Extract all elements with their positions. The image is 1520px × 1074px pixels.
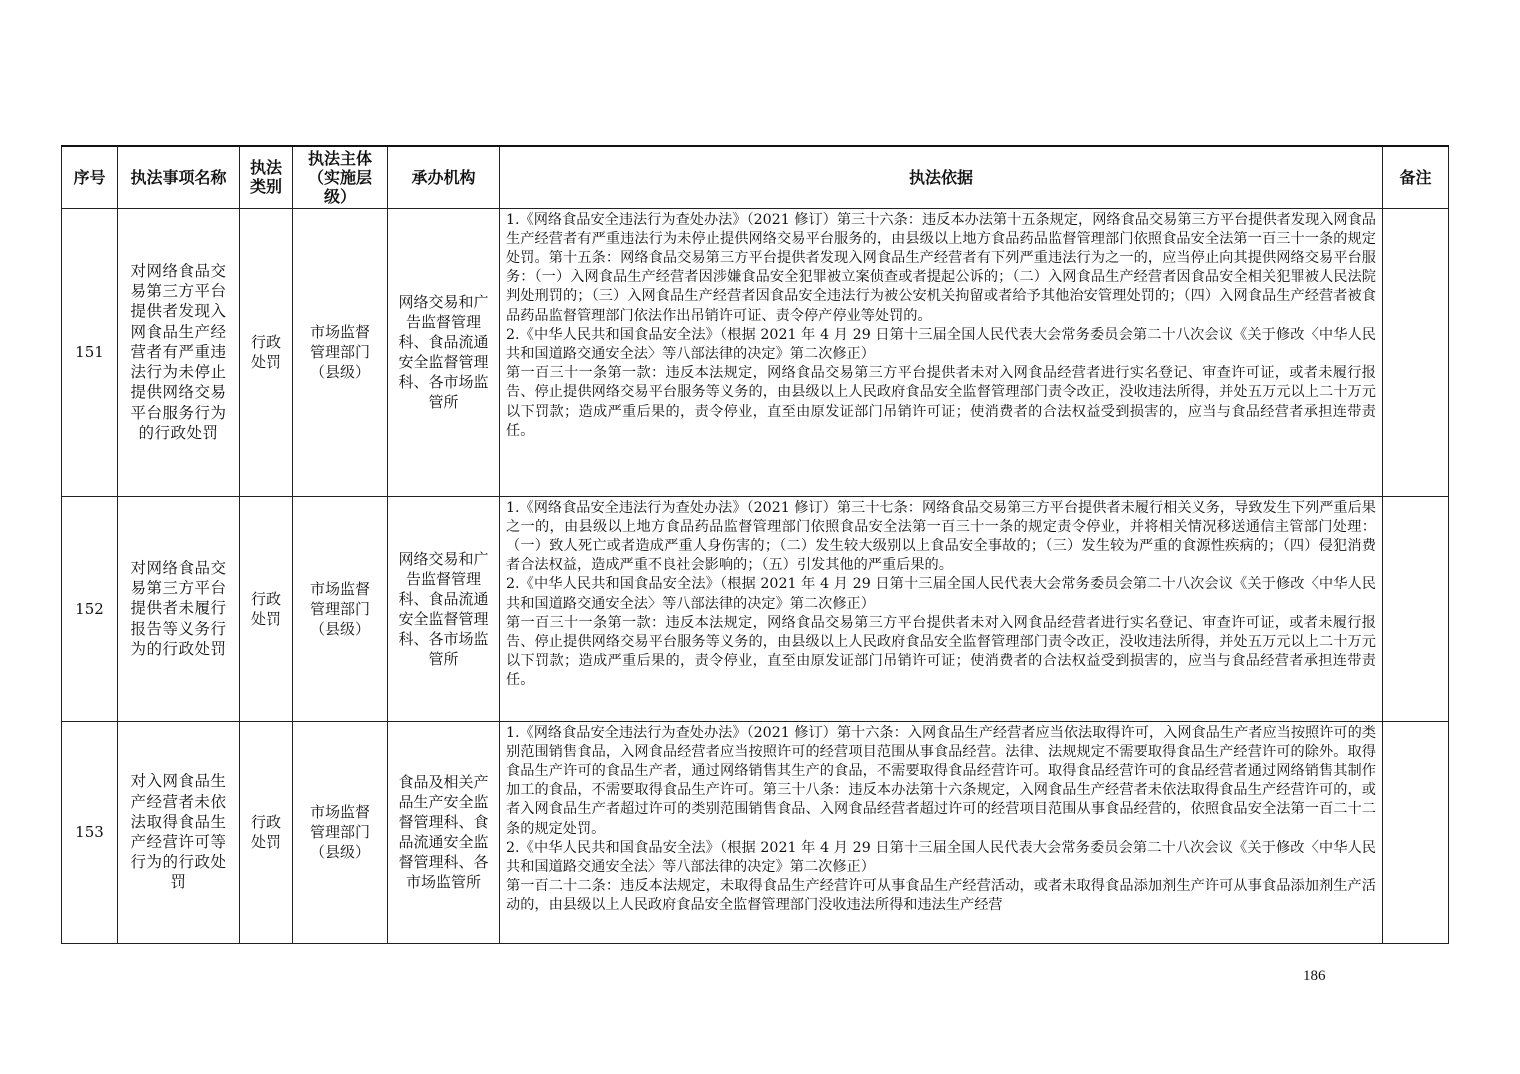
row-basis bbox=[500, 496, 1383, 721]
row-organization: 网络交易和广告监督管理科、食品流通安全监督管理科、各市场监管所 bbox=[388, 496, 500, 721]
row-organization: 网络交易和广告监督管理科、食品流通安全监督管理科、各市场监管所 bbox=[388, 208, 500, 496]
row-category: 行政 处罚 bbox=[240, 721, 293, 943]
row-seq: 152 bbox=[62, 496, 118, 721]
header-organization: 承办机构 bbox=[388, 146, 500, 208]
basis-paragraph: 第一百三十一条第一款：违反本法规定，网络食品交易第三方平台提供者未对入网食品经营者进行实名登记、审查许可证，或者未履行报告、停止提供网络交易平台服务等义务的，由县级以上人民政府食品安全监督管理部门责令改正，没收违法所得，并处五万元以上二十万元以下罚款；造成严重后果的，责令停业，直至由原发证部门吊销许可证；使消费者的合法权益受到损害的，应当与食品经营者承担连带责任。 bbox=[506, 365, 1376, 439]
header-seq: 序号 bbox=[62, 146, 118, 208]
row-item-name: 对网络食品交易第三方平台提供者未履行报告等义务行为的行政处罚 bbox=[118, 496, 240, 721]
table-row bbox=[62, 496, 1449, 721]
row-seq: 153 bbox=[62, 721, 118, 943]
basis-paragraph: 2.《中华人民共和国食品安全法》（根据 2021 年 4 月 29 日第十三届全国人民代表大会常务委员会第二十八次会议《关于修改〈中华人民共和国道路交通安全法〉等八部法律的决定》第二次修正） bbox=[506, 326, 1376, 362]
row-subject: 市场监督 管理部门 （县级） bbox=[293, 208, 388, 496]
row-basis bbox=[500, 721, 1383, 943]
basis-paragraph: 1.《网络食品安全违法行为查处办法》（2021 修订）第三十六条：违反本办法第十五条规定，网络食品交易第三方平台提供者发现入网食品生产经营者有严重违法行为未停止提供网络交易平台服务的，由县级以上地方食品药品监督管理部门依照食品安全法第一百三十一条的规定处罚。第十五条：网络食品交易第三方平台提供者发现入网食品生产经营者有下列严重违法行为之一的，应当停止向其提供网络交易平台服务：（一）入网食品生产经营者因涉嫌食品安全犯罪被立案侦查或者提起公诉的；（二）入网食品生产经营者因食品安全相关犯罪被人民法院判处刑罚的；（三）入网食品生产经营者因食品安全违法行为被公安机关拘留或者给予其他治安管理处罚的；（四）入网食品生产经营者被食品药品监督管理部门依法作出吊销许可证、责令停产停业等处罚的。 bbox=[506, 211, 1376, 324]
row-remark bbox=[1383, 208, 1449, 496]
row-subject: 市场监督 管理部门 （县级） bbox=[293, 721, 388, 943]
table-row bbox=[62, 208, 1449, 496]
basis-paragraph: 1.《网络食品安全违法行为查处办法》（2021 修订）第十六条：入网食品生产经营者应当依法取得许可，入网食品生产者应当按照许可的类别范围销售食品，入网食品经营者应当按照许可的经营项目范围从事食品经营。法律、法规规定不需要取得食品生产经营许可的除外。取得食品生产许可的食品生产者，通过网络销售其生产的食品，不需要取得食品经营许可。取得食品经营许可的食品经营者通过网络销售其制作加工的食品，不需要取得食品生产许可。第三十八条：违反本办法第十六条规定，入网食品生产经营者未依法取得食品生产经营许可的，或者入网食品生产者超过许可的类别范围销售食品、入网食品经营者超过许可的经营项目范围从事食品经营的，依照食品安全法第一百二十二条的规定处罚。 bbox=[506, 724, 1376, 837]
basis-paragraph: 2.《中华人民共和国食品安全法》（根据 2021 年 4 月 29 日第十三届全国人民代表大会常务委员会第二十八次会议《关于修改〈中华人民共和国道路交通安全法〉等八部法律的决定》第二次修正） bbox=[506, 839, 1376, 875]
row-category: 行政 处罚 bbox=[240, 496, 293, 721]
row-basis bbox=[500, 208, 1383, 496]
row-remark bbox=[1383, 496, 1449, 721]
row-remark bbox=[1383, 721, 1449, 943]
row-item-name: 对网络食品交易第三方平台提供者发现入网食品生产经营者有严重违法行为未停止提供网络交易平台服务行为的行政处罚 bbox=[118, 208, 240, 496]
header-remark: 备注 bbox=[1383, 146, 1449, 208]
page-number: 186 bbox=[1303, 968, 1326, 984]
basis-paragraph: 第一百二十二条：违反本法规定，未取得食品生产经营许可从事食品生产经营活动，或者未取得食品添加剂生产许可从事食品添加剂生产活动的，由县级以上人民政府食品安全监督管理部门没收违法所得和违法生产经营 bbox=[506, 878, 1376, 914]
header-item-name: 执法事项名称 bbox=[118, 146, 240, 208]
row-organization: 食品及相关产品生产安全监督管理科、食品流通安全监督管理科、各市场监管所 bbox=[388, 721, 500, 943]
row-seq: 151 bbox=[62, 208, 118, 496]
header-subject: 执法主体 （实施层 级） bbox=[293, 146, 388, 208]
row-item-name: 对入网食品生产经营者未依法取得食品生产经营许可等行为的行政处罚 bbox=[118, 721, 240, 943]
enforcement-table bbox=[61, 145, 1449, 944]
header-basis: 执法依据 bbox=[500, 146, 1383, 208]
row-category: 行政 处罚 bbox=[240, 208, 293, 496]
basis-paragraph: 1.《网络食品安全违法行为查处办法》（2021 修订）第三十七条：网络食品交易第三方平台提供者未履行相关义务，导致发生下列严重后果之一的，由县级以上地方食品药品监督管理部门依照食品安全法第一百三十一条的规定责令停业，并将相关情况移送通信主管部门处理：（一）致人死亡或者造成严重人身伤害的；（二）发生较大级别以上食品安全事故的；（三）发生较为严重的食源性疾病的；（四）侵犯消费者合法权益，造成严重不良社会影响的；（五）引发其他的严重后果的。 bbox=[506, 499, 1376, 574]
header-category: 执法 类别 bbox=[240, 146, 293, 208]
basis-paragraph: 2.《中华人民共和国食品安全法》（根据 2021 年 4 月 29 日第十三届全国人民代表大会常务委员会第二十八次会议《关于修改〈中华人民共和国道路交通安全法〉等八部法律的决定》第二次修正） bbox=[506, 576, 1376, 612]
table-header bbox=[62, 146, 1449, 208]
basis-paragraph: 第一百三十一条第一款：违反本法规定，网络食品交易第三方平台提供者未对入网食品经营者进行实名登记、审查许可证，或者未履行报告、停止提供网络交易平台服务等义务的，由县级以上人民政府食品安全监督管理部门责令改正，没收违法所得，并处五万元以上二十万元以下罚款；造成严重后果的，责令停业，直至由原发证部门吊销许可证；使消费者的合法权益受到损害的，应当与食品经营者承担连带责任。 bbox=[506, 614, 1376, 689]
table-row bbox=[62, 721, 1449, 943]
row-subject: 市场监督 管理部门 （县级） bbox=[293, 496, 388, 721]
